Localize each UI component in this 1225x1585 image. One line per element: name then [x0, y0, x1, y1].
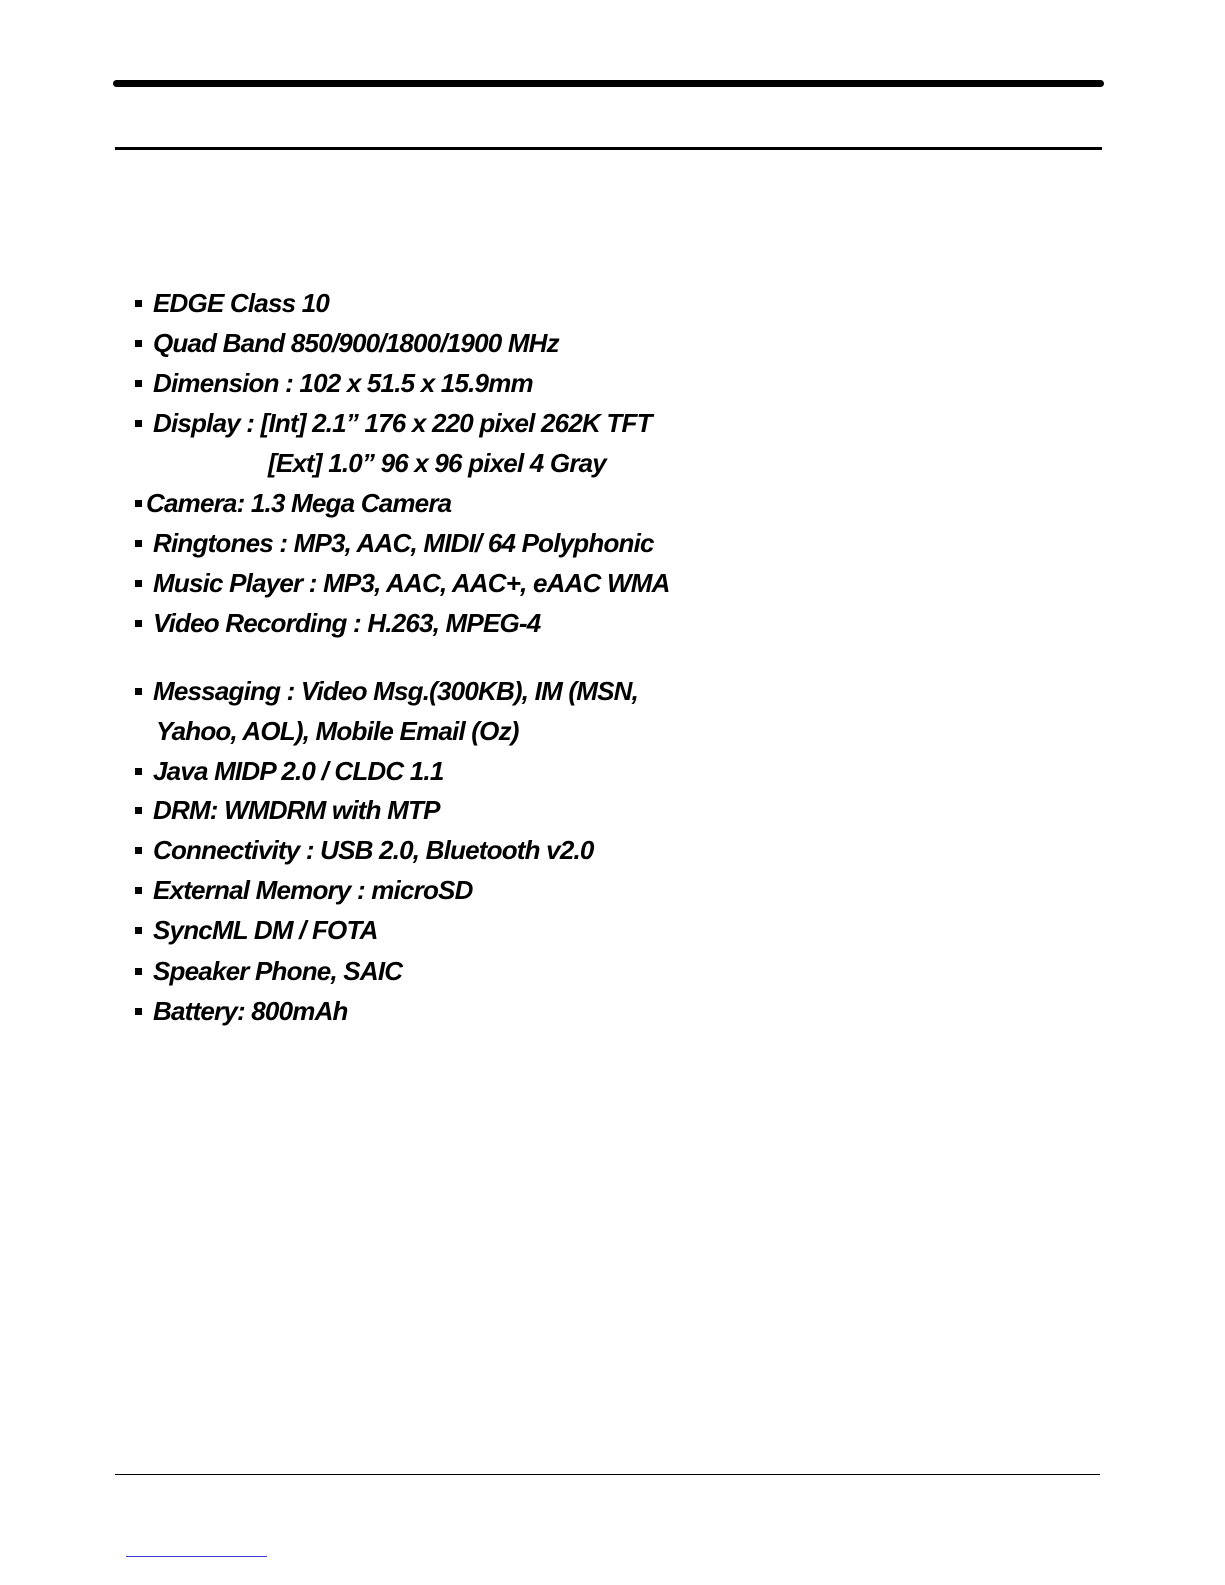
spec-text: EDGE Class 10 — [153, 288, 330, 318]
bullet-icon — [135, 380, 142, 387]
bullet-icon — [135, 768, 142, 775]
spec-text: Music Player : MP3, AAC, AAC+, eAAC WMA — [153, 568, 670, 598]
spec-item — [135, 751, 444, 791]
spec-text: Dimension : 102 x 51.5 x 15.9mm — [153, 368, 533, 398]
spec-item — [135, 563, 670, 603]
spec-text: Java MIDP 2.0 / CLDC 1.1 — [153, 756, 444, 786]
bullet-icon — [135, 300, 142, 307]
spec-text: Camera: 1.3 Mega Camera — [146, 488, 452, 518]
spec-item — [135, 283, 329, 323]
bullet-icon — [135, 540, 142, 547]
bullet-icon — [135, 887, 142, 894]
footer-rule — [115, 1474, 1100, 1475]
spec-text: External Memory : microSD — [153, 875, 473, 905]
spec-item — [135, 671, 638, 711]
bullet-icon — [135, 847, 142, 854]
spec-text: SyncML DM / FOTA — [153, 915, 378, 945]
spec-item — [135, 323, 559, 363]
spec-text: Connectivity : USB 2.0, Bluetooth v2.0 — [153, 835, 594, 865]
bullet-icon — [135, 340, 142, 347]
spec-item — [135, 910, 378, 950]
spec-item — [135, 523, 654, 563]
spec-text: Display : [Int] 2.1” 176 x 220 pixel 262K TFT — [153, 408, 652, 438]
spec-item — [135, 363, 533, 403]
spec-text: Speaker Phone, SAIC — [153, 956, 403, 986]
spec-item — [135, 991, 348, 1031]
spec-continuation: Yahoo, AOL), Mobile Email (Oz) — [156, 716, 519, 746]
spec-text: Video Recording : H.263, MPEG-4 — [153, 608, 541, 638]
bullet-icon — [135, 620, 142, 627]
bullet-icon — [135, 1008, 142, 1015]
spec-text: Battery: 800mAh — [153, 996, 348, 1026]
bullet-icon — [135, 580, 142, 587]
spec-text: Ringtones : MP3, AAC, MIDI/ 64 Polyphonic — [153, 528, 654, 558]
spec-item — [135, 830, 594, 870]
spec-item — [135, 603, 540, 643]
bullet-icon — [135, 688, 142, 695]
spec-item — [135, 790, 440, 830]
spec-item — [135, 870, 473, 910]
bullet-icon — [135, 807, 142, 814]
spec-item — [135, 951, 402, 991]
bullet-icon — [135, 968, 142, 975]
bullet-icon — [135, 420, 142, 427]
bullet-icon — [135, 927, 142, 934]
footer-link-underline — [126, 1556, 267, 1557]
spec-text: DRM: WMDRM with MTP — [153, 795, 440, 825]
spec-item — [135, 483, 451, 523]
spec-continuation: [Ext] 1.0” 96 x 96 pixel 4 Gray — [268, 448, 606, 478]
spec-text: Messaging : Video Msg.(300KB), IM (MSN, — [153, 676, 639, 706]
spec-text: Quad Band 850/900/1800/1900 MHz — [153, 328, 559, 358]
spec-item — [135, 403, 652, 443]
bullet-icon — [135, 500, 142, 507]
